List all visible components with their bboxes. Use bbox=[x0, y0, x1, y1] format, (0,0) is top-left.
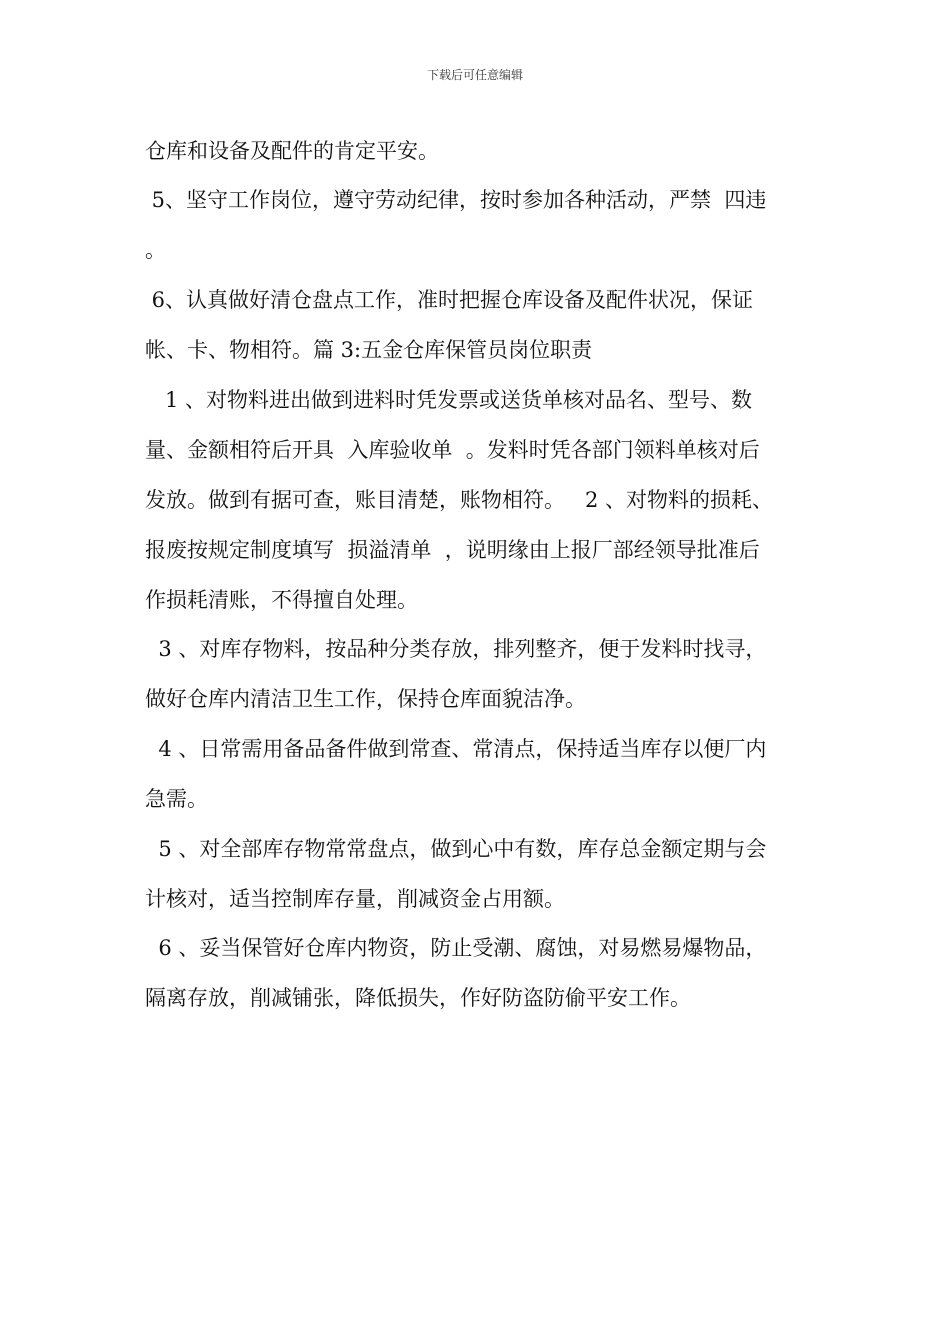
text-line: 6 、妥当保管好仓库内物资，防止受潮、腐蚀，对易燃易爆物品， bbox=[145, 936, 767, 960]
text-line: 6、认真做好清仓盘点工作，准时把握仓库设备及配件状况，保证 bbox=[145, 288, 754, 312]
text-line: 量、金额相符后开具 入库验收单 。发料时凭各部门领料单核对后 bbox=[145, 438, 760, 462]
text-line: 4 、日常需用备品备件做到常查、常清点，保持适当库存以便厂内 bbox=[145, 737, 767, 761]
text-line: 发放。做到有据可查，账目清楚，账物相符。 2 、对物料的损耗、 bbox=[145, 488, 774, 512]
text-line: 作损耗清账，不得擅自处理。 bbox=[145, 588, 418, 612]
text-line: 报废按规定制度填写 损溢清单 ，说明缘由上报厂部经领导批准后 bbox=[145, 538, 760, 562]
text-line: 仓库和设备及配件的肯定平安。 bbox=[145, 139, 439, 163]
text-line: 5 、对全部库存物常常盘点，做到心中有数，库存总金额定期与会 bbox=[145, 837, 767, 861]
text-line: 隔离存放，削减铺张，降低损失，作好防盗防偷平安工作。 bbox=[145, 986, 691, 1010]
text-line: 急需。 bbox=[145, 787, 208, 811]
text-line: 计核对，适当控制库存量，削减资金占用额。 bbox=[145, 887, 565, 911]
text-line: 1 、对物料进出做到进料时凭发票或送货单核对品名、型号、数 bbox=[145, 388, 753, 412]
text-line: 5、坚守工作岗位，遵守劳动纪律，按时参加各种活动，严禁 四违 bbox=[145, 188, 767, 212]
text-line: 。 bbox=[145, 238, 166, 262]
text-line: 3 、对库存物料，按品种分类存放，排列整齐，便于发料时找寻， bbox=[145, 637, 767, 661]
text-line: 帐、卡、物相符。篇 3:五金仓库保管员岗位职责 bbox=[145, 338, 593, 362]
page-header: 下载后可任意编辑 bbox=[426, 68, 523, 82]
text-line: 做好仓库内清洁卫生工作，保持仓库面貌洁净。 bbox=[145, 687, 586, 711]
